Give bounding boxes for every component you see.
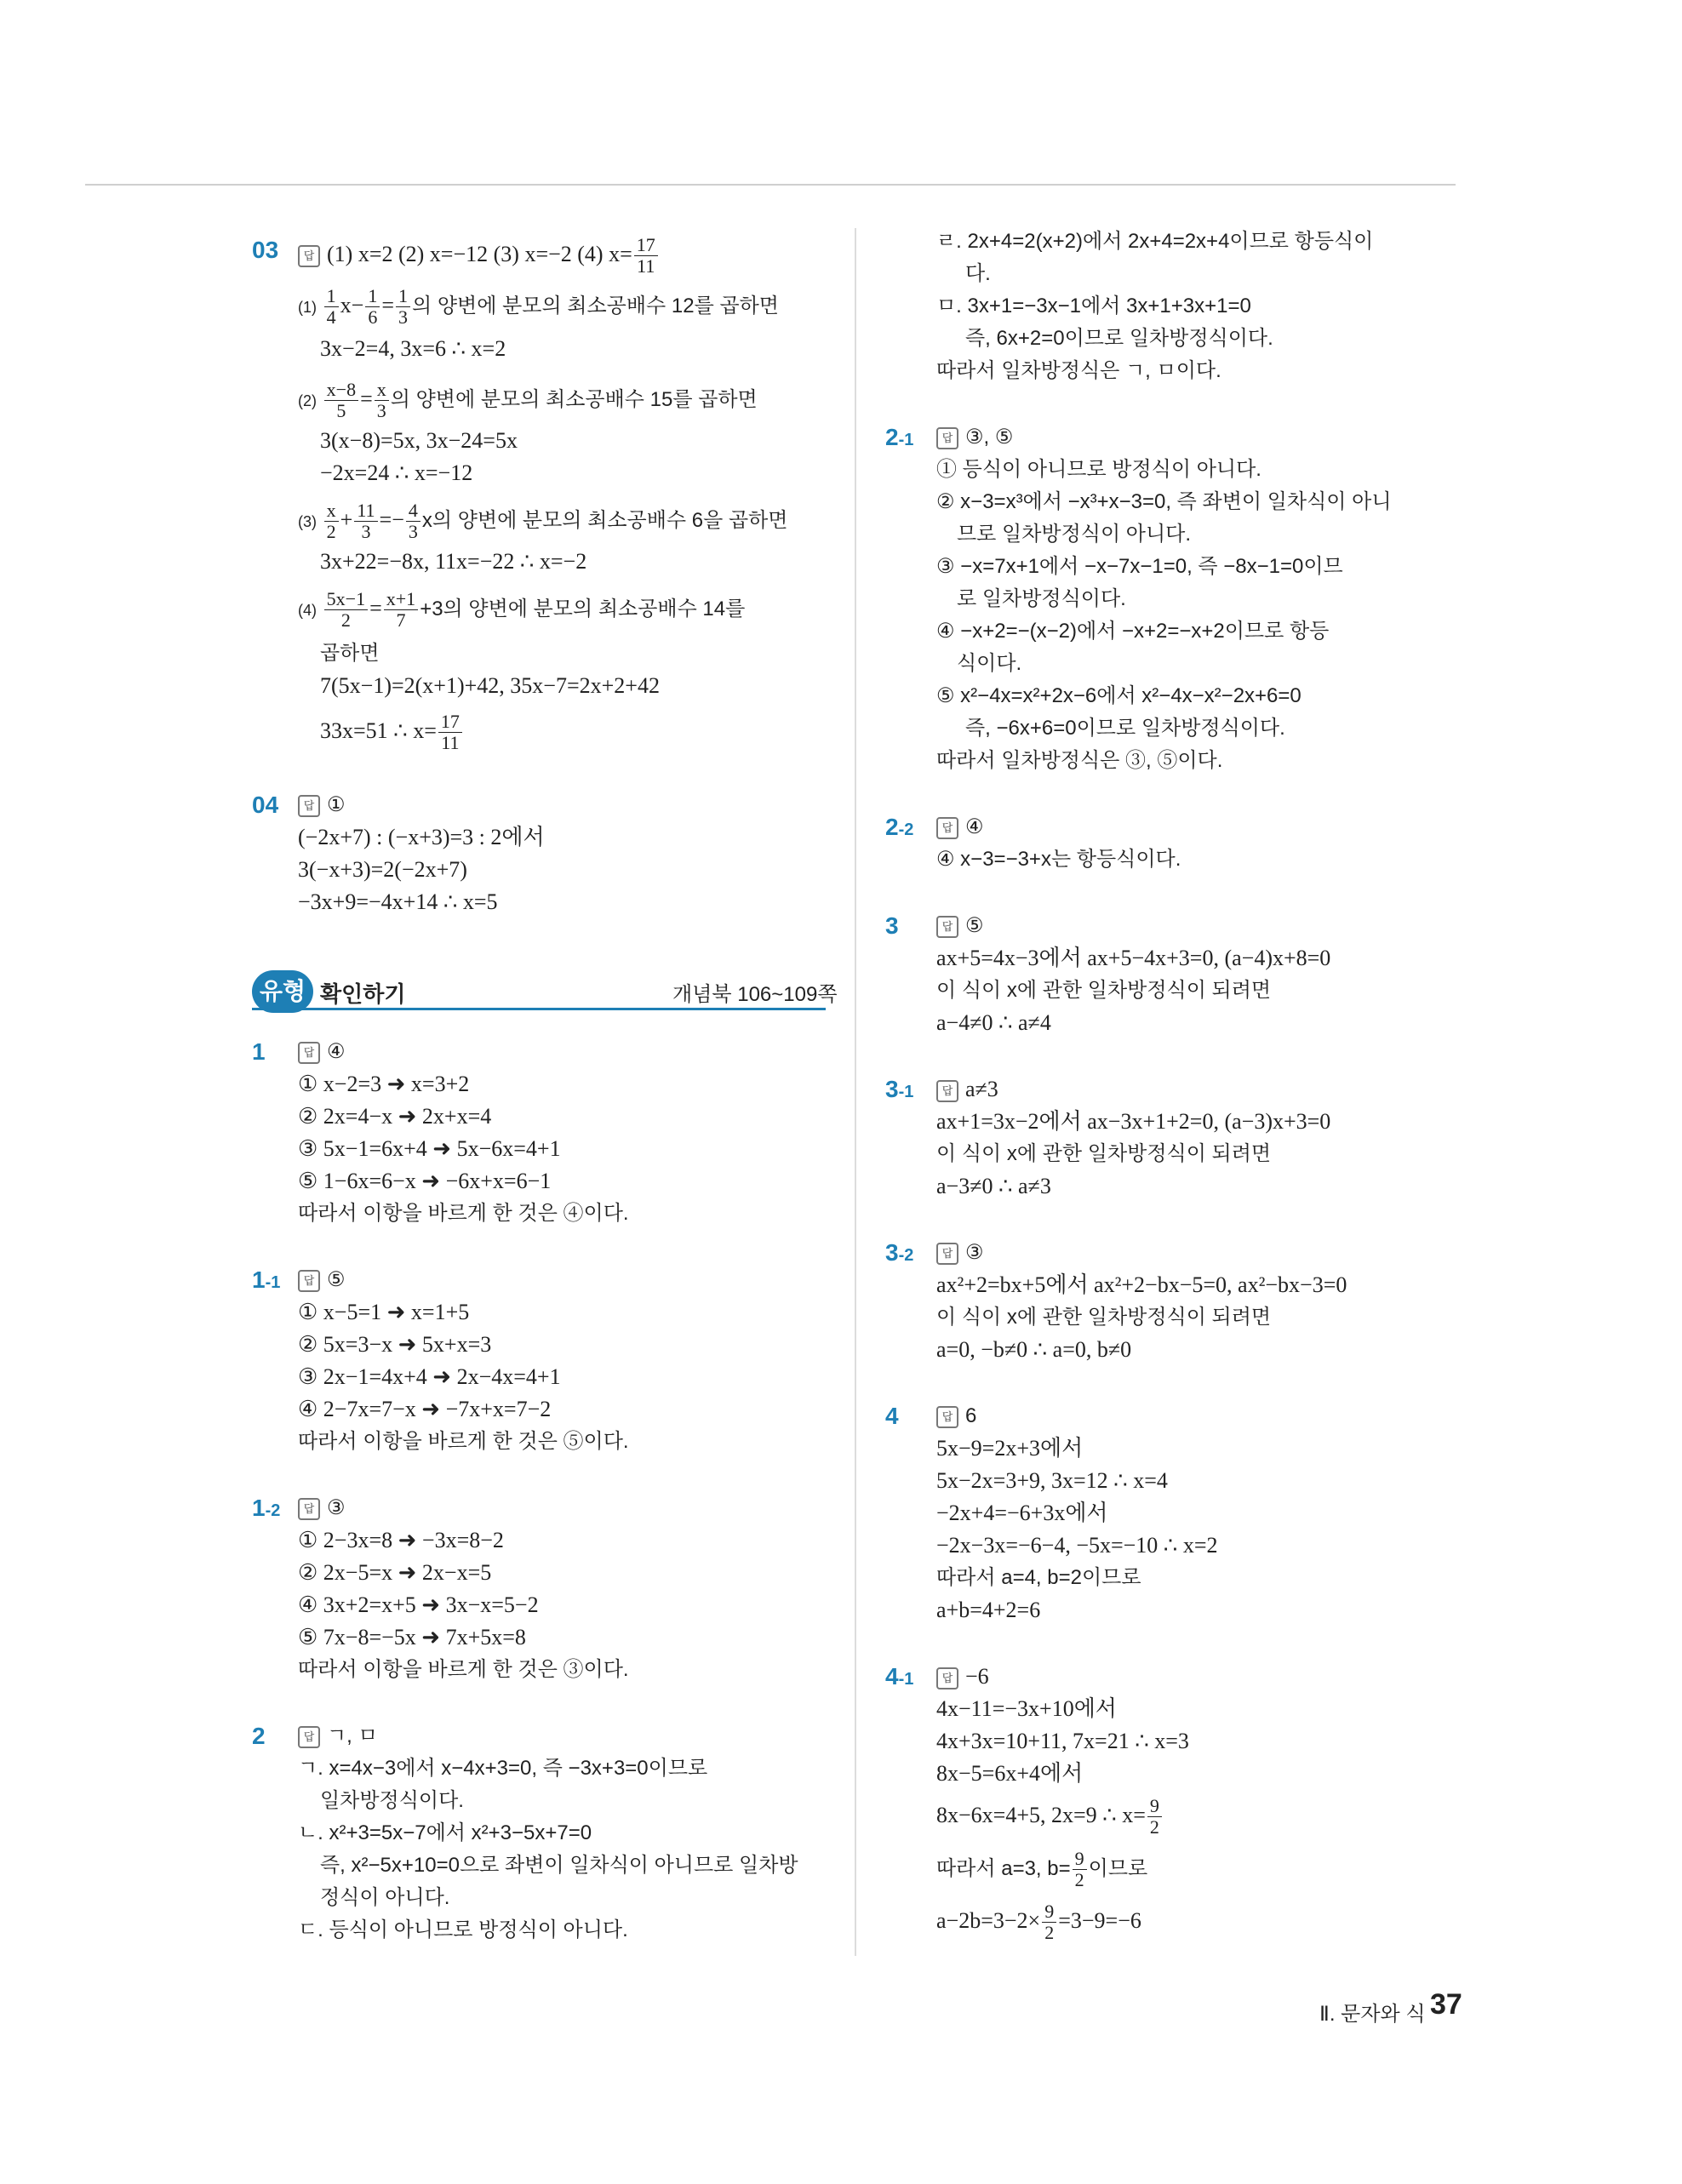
solution-line: 므로 일차방정식이 아니다. [957,523,1192,546]
solution-line: 즉, x²−5x+10=0으로 좌변이 일차식이 아니므로 일차방 [320,1854,798,1877]
solution-line: 3x−2=4, 3x=6 ∴ x=2 [320,336,506,361]
solution-line: ② x−3=x³에서 −x³+x−3=0, 즉 좌변이 일차식이 아니 [936,490,1392,513]
solution-line: ① 2−3x=8 ➜ −3x=8−2 [298,1528,504,1552]
solution-line: ② 5x=3−x ➜ 5x+x=3 [298,1332,492,1357]
answer-icon: 답 [936,1080,958,1102]
solution-line: ㄹ. 2x+4=2(x+2)에서 2x+4=2x+4이므로 항등식이 [936,230,1374,253]
answer-icon: 답 [298,245,320,267]
solution-line: −2x=24 ∴ x=−12 [320,460,473,485]
problem-number: 1 [252,1038,266,1065]
solution-line: 이 식이 x에 관한 일차방정식이 되려면 [936,1142,1272,1165]
solution-line: ① 등식이 아니므로 방정식이 아니다. [936,458,1262,481]
solution-line: 따라서 이항을 바르게 한 것은 ⑤이다. [298,1430,629,1453]
solution-line: ㄱ. x=4x−3에서 x−4x+3=0, 즉 −3x+3=0이므로 [298,1757,708,1780]
answer-icon: 답 [936,1243,958,1265]
solution-line: 따라서 일차방정식은 ㄱ, ㅁ이다. [936,359,1221,382]
section-rule [252,1008,826,1010]
answer-line: 답 ⑤ [298,1265,346,1295]
solution-line: 따라서 일차방정식은 ③, ⑤이다. [936,749,1223,772]
solution-line: ax+1=3x−2에서 ax−3x+1+2=0, (a−3)x+3=0 [936,1109,1331,1134]
solution-line: 따라서 이항을 바르게 한 것은 ③이다. [298,1658,629,1681]
solution-line: −3x+9=−4x+14 ∴ x=5 [298,889,498,914]
answer-line: 답 ④ [298,1037,346,1067]
answer-line: 답 ㄱ, ㅁ [298,1721,378,1752]
solution-line: 5x−9=2x+3에서 [936,1436,1084,1461]
solution-line: ax+5=4x−3에서 ax+5−4x+3=0, (a−4)x+8=0 [936,946,1331,970]
answer-line: 답 ① [298,790,346,820]
solution-line: ㄴ. x²+3=5x−7에서 x²+3−5x+7=0 [298,1821,592,1844]
answer-icon: 답 [936,427,958,449]
solution-line: −2x+4=−6+3x에서 [936,1501,1108,1525]
solution-line: ③ −x=7x+1에서 −x−7x−1=0, 즉 −8x−1=0이므 [936,555,1343,578]
answer-icon: 답 [936,817,958,839]
answer-line: 답 6 [936,1401,976,1432]
answer-line: 답 −6 [936,1661,989,1693]
solution-line: ④ x−3=−3+x는 항등식이다. [936,848,1181,871]
problem-number: 1-1 [252,1266,281,1293]
solution-line: (1) $\frac{1}{4}$ x− $\frac{1}{6}$ = $\frac{1}{3}$ 의 양변에 분모의 최소공배수 12를 곱하면 [298,285,779,328]
solution-line: 곱하면 [320,642,380,665]
solution-line: ② 2x−5=x ➜ 2x−x=5 [298,1560,492,1585]
solution-line: ④ −x+2=−(x−2)에서 −x+2=−x+2이므로 항등 [936,620,1330,643]
solution-line: 이 식이 x에 관한 일차방정식이 되려면 [936,979,1272,1002]
solution-line: 3(−x+3)=2(−2x+7) [298,857,467,882]
answer-icon: 답 [298,1498,320,1520]
answer-icon: 답 [298,1270,320,1292]
solution-line: ③ 2x−1=4x+4 ➜ 2x−4x=4+1 [298,1364,561,1389]
solution-line: 3x+22=−8x, 11x=−22 ∴ x=−2 [320,549,587,574]
solution-line: 3(x−8)=5x, 3x−24=5x [320,428,518,453]
problem-number: 3-1 [885,1076,914,1102]
answer-line: 답 (1) x=2 (2) x=−12 (3) x=−2 (4) x= $\frac{17}{11}$ [298,235,660,277]
solution-line: 로 일차방정식이다. [957,587,1126,610]
column-divider [855,228,856,1956]
solution-line: a−2b=3−2× $\frac{9}{2}$ =3−9=−6 [936,1901,1141,1943]
solution-line: ③ 5x−1=6x+4 ➜ 5x−6x=4+1 [298,1136,561,1161]
answer-icon: 답 [936,1667,958,1689]
problem-number: 2-1 [885,424,914,450]
solution-line: 따라서 a=3, b= $\frac{9}{2}$ 이므로 [936,1848,1148,1890]
problem-number: 3-2 [885,1239,914,1266]
answer-icon: 답 [298,1726,320,1748]
solution-line: −2x−3x=−6−4, −5x=−10 ∴ x=2 [936,1533,1218,1558]
answer-icon: 답 [936,1406,958,1428]
solution-line: a=0, −b≠0 ∴ a=0, b≠0 [936,1337,1132,1362]
solution-line: ② 2x=4−x ➜ 2x+x=4 [298,1104,492,1129]
solution-line: 4x−11=−3x+10에서 [936,1696,1117,1721]
answer-line: 답 ③, ⑤ [936,422,1013,453]
problem-number: 04 [252,792,279,818]
solution-line: (4) $\frac{5x-1}{2}$ = $\frac{x+1}{7}$ +3의 양변에 분모의 최소공배수 14를 [298,588,746,631]
solution-line: (−2x+7) : (−x+3)=3 : 2에서 [298,825,545,849]
solution-line: 이 식이 x에 관한 일차방정식이 되려면 [936,1306,1272,1329]
answer-icon: 답 [298,795,320,817]
solution-line: a+b=4+2=6 [936,1598,1041,1622]
answer-line: 답 ⑤ [936,911,984,941]
answer-line: 답 a≠3 [936,1074,998,1106]
page-number: 37 [1430,1988,1462,2021]
section-reference: 개념북 106~109쪽 [672,983,838,1006]
solution-line: ㄷ. 등식이 아니므로 방정식이 아니다. [298,1918,628,1941]
problem-number: 2-2 [885,814,914,840]
section-title: 확인하기 [320,981,406,1007]
solution-line: 8x−5=6x+4에서 [936,1761,1084,1786]
solution-line: 식이다. [957,652,1022,675]
answer-icon: 답 [936,916,958,938]
solution-line: 4x+3x=10+11, 7x=21 ∴ x=3 [936,1729,1189,1753]
problem-number: 2 [252,1723,266,1749]
solution-line: 8x−6x=4+5, 2x=9 ∴ x= $\frac{9}{2}$ [936,1796,1164,1838]
solution-line: 7(5x−1)=2(x+1)+42, 35x−7=2x+2+42 [320,673,660,698]
answer-line: 답 ③ [936,1238,984,1268]
solution-line: ⑤ 7x−8=−5x ➜ 7x+5x=8 [298,1625,526,1649]
solution-line: ① x−2=3 ➜ x=3+2 [298,1072,470,1096]
solution-line: 일차방정식이다. [320,1789,464,1812]
solution-line: 따라서 이항을 바르게 한 것은 ④이다. [298,1202,629,1225]
footer-section: Ⅱ. 문자와 식 [1319,2003,1426,2026]
solution-line: 다. [965,262,991,285]
answer-line: 답 ③ [298,1493,346,1524]
problem-number: 3 [885,912,899,939]
solution-line: a−3≠0 ∴ a≠3 [936,1174,1051,1198]
solution-line: a−4≠0 ∴ a≠4 [936,1010,1051,1035]
solution-line: ⑤ 1−6x=6−x ➜ −6x+x=6−1 [298,1169,552,1193]
answer-line: 답 ④ [936,812,984,843]
section-badge: 유형 [252,970,313,1013]
fraction: $\frac{17}{11}$ [634,235,658,277]
solution-line: 즉, 6x+2=0이므로 일차방정식이다. [965,327,1273,350]
solution-line: 5x−2x=3+9, 3x=12 ∴ x=4 [936,1468,1168,1493]
header-rule [85,184,1456,186]
problem-number: 1-2 [252,1495,281,1521]
problem-number: 4-1 [885,1663,914,1689]
solution-line: ㅁ. 3x+1=−3x−1에서 3x+1+3x+1=0 [936,294,1251,317]
solution-line: ④ 2−7x=7−x ➜ −7x+x=7−2 [298,1397,552,1421]
solution-line: ④ 3x+2=x+5 ➜ 3x−x=5−2 [298,1592,539,1617]
solution-line: 따라서 a=4, b=2이므로 [936,1566,1141,1589]
solution-line: (2) $\frac{x-8}{5}$ = $\frac{x}{3}$ 의 양변에 분모의 최소공배수 15를 곱하면 [298,379,758,421]
solution-line: ① x−5=1 ➜ x=1+5 [298,1300,470,1324]
solution-line: 정식이 아니다. [320,1886,450,1909]
problem-number: 03 [252,237,279,263]
problem-number: 4 [885,1403,899,1429]
solution-line: 33x=51 ∴ x= $\frac{17}{11}$ [320,712,464,753]
solution-line: 즉, −6x+6=0이므로 일차방정식이다. [965,717,1285,740]
answer-icon: 답 [298,1042,320,1064]
solution-line: ⑤ x²−4x=x²+2x−6에서 x²−4x−x²−2x+6=0 [936,684,1302,707]
solution-line: ax²+2=bx+5에서 ax²+2−bx−5=0, ax²−bx−3=0 [936,1272,1347,1297]
solution-line: (3) $\frac{x}{2}$ + $\frac{11}{3}$ =− $\frac{4}{3}$ x의 양변에 분모의 최소공배수 6을 곱하면 [298,500,788,542]
